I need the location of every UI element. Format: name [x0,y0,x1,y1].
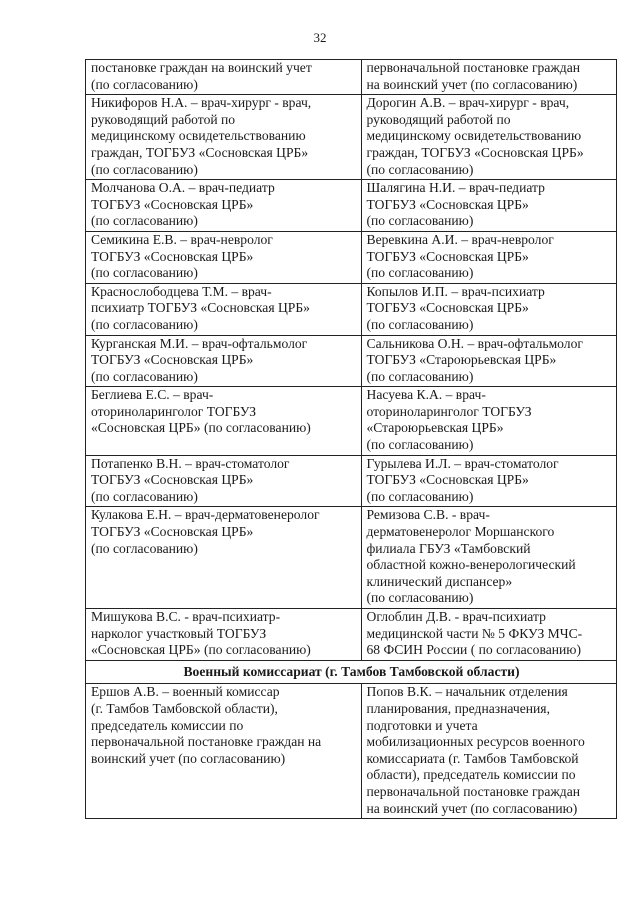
member-text-line: (по согласованию) [91,488,198,504]
member-text-line: ТОГБУЗ «Сосновская ЦРБ» [366,300,529,316]
member-text-line: (по согласованию) [366,488,474,504]
member-text-line: (по согласованию) [366,437,474,453]
table-row [86,387,617,455]
member-text-line: (по согласованию) [366,368,474,384]
deputy-member-cell [361,95,617,180]
member-text-line: (по согласованию) [366,161,474,177]
member-text-line: (по согласованию) [91,161,198,177]
member-text-line: Потапенко В.Н. – врач-стоматолог [91,455,290,471]
main-member-cell [86,180,362,232]
member-text-line: филиала ГБУЗ «Тамбовский [366,540,531,556]
member-text-line: Краснослободцева Т.М. – врач- [91,283,272,299]
member-text-line: «Староюрьевская ЦРБ» [366,420,504,436]
member-text-line: Шалягина Н.И. – врач-педиатр [366,180,545,196]
member-text-line: медицинскому освидетельствованию [366,128,582,144]
member-text-line: Кулакова Е.Н. – врач-дерматовенеролог [91,507,320,523]
commission-table [85,59,617,819]
member-text-line: психиатр ТОГБУЗ «Сосновская ЦРБ» [91,300,310,316]
member-text-line: ТОГБУЗ «Сосновская ЦРБ» [91,352,254,368]
table-row [86,231,617,283]
deputy-member-cell [361,684,617,819]
member-text-line: Веревкина А.И. – врач-невролог [366,231,554,247]
section-header-row [86,660,617,684]
main-member-cell [86,60,362,95]
member-text-line: (по согласованию) [91,265,198,281]
member-text-line: председатель комиссии по [91,717,244,733]
member-text-line: на воинский учет (по согласованию) [366,76,578,92]
member-text-line: Семикина Е.В. – врач-невролог [91,231,273,247]
member-text-line: на воинский учет (по согласованию) [366,800,578,816]
main-member-cell [86,335,362,387]
member-text-line: Гурылева И.Л. – врач-стоматолог [366,455,559,471]
table-row [86,95,617,180]
member-text-line: (по согласованию) [91,540,198,556]
member-text-line: воинский учет (по согласованию) [91,750,286,766]
table-row [86,609,617,661]
member-text-line: постановке граждан на воинский учет [91,60,312,75]
main-member-cell [86,684,362,819]
member-text-line: руководящий работой по [91,111,236,127]
main-member-cell [86,609,362,661]
table-row [86,283,617,335]
member-text-line: планирования, предназначения, [366,700,550,716]
main-member-cell [86,231,362,283]
deputy-member-cell [361,231,617,283]
member-text-line: ТОГБУЗ «Сосновская ЦРБ» [91,196,254,212]
member-text-line: Дорогин А.В. – врач-хирург - врач, [366,95,570,111]
deputy-member-cell [361,335,617,387]
member-text-line: оториноларинголог ТОГБУЗ [366,403,532,419]
main-member-cell [86,507,362,609]
member-text-line: (по согласованию) [366,590,474,606]
deputy-member-cell [361,283,617,335]
member-text-line: Оглоблин Д.В. - врач-психиатр [366,609,546,624]
member-text-line: (по согласованию) [91,316,198,332]
member-text-line: граждан, ТОГБУЗ «Сосновская ЦРБ» [91,144,309,160]
member-text-line: дерматовенеролог Моршанского [366,524,555,540]
section-header-body [86,660,617,684]
main-member-cell [86,283,362,335]
table-row [86,684,617,819]
table-row [86,335,617,387]
member-text-line: ТОГБУЗ «Сосновская ЦРБ» [366,248,529,264]
main-member-cell [86,387,362,455]
member-text-line: Курганская М.И. – врач-офтальмолог [91,335,308,351]
deputy-member-cell [361,507,617,609]
member-text-line: Беглиева Е.С. – врач- [91,387,214,403]
table-row [86,60,617,95]
deputy-member-cell [361,60,617,95]
commission-table-body [86,60,617,661]
table-row [86,180,617,232]
deputy-member-cell [361,180,617,232]
member-text-line: Молчанова О.А. – врач-педиатр [91,180,275,196]
member-text-line: комиссариата (г. Тамбов Тамбовской [366,750,579,766]
deputy-member-cell [361,387,617,455]
member-text-line: ТОГБУЗ «Сосновская ЦРБ» [91,248,254,264]
member-text-line: Попов В.К. – начальник отделения [366,684,568,700]
member-text-line: «Сосновская ЦРБ» (по согласованию) [91,420,311,436]
member-text-line: Ремизова С.В. - врач- [366,507,490,523]
member-text-line: ТОГБУЗ «Сосновская ЦРБ» [366,472,529,488]
deputy-member-cell [361,609,617,661]
member-text-line: первоначальной постановке граждан [366,60,581,75]
member-text-line: оториноларинголог ТОГБУЗ [91,403,257,419]
member-text-line: ТОГБУЗ «Сосновская ЦРБ» [91,472,254,488]
main-member-cell [86,95,362,180]
member-text-line: ТОГБУЗ «Староюрьевская ЦРБ» [366,352,557,368]
member-text-line: медицинскому освидетельствованию [91,128,306,144]
member-text-line: подготовки и учета [366,717,478,733]
table-row [86,507,617,609]
member-text-line: (по согласованию) [91,368,198,384]
member-text-line: ТОГБУЗ «Сосновская ЦРБ» [366,196,529,212]
member-text-line: Копылов И.П. – врач-психиатр [366,283,545,299]
main-member-cell [86,455,362,507]
member-text-line: «Сосновская ЦРБ» (по согласованию) [91,642,311,658]
member-text-line: области), председатель комиссии по [366,767,576,783]
member-text-line: (по согласованию) [366,213,474,229]
member-text-line: (по согласованию) [366,316,474,332]
member-text-line: (по согласованию) [91,76,198,92]
member-text-line: ТОГБУЗ «Сосновская ЦРБ» [91,524,254,540]
section-table-body [86,684,617,819]
page-number: 32 [313,30,327,45]
member-text-line: клинический диспансер» [366,573,513,589]
member-text-line: (по согласованию) [366,265,474,281]
member-text-line: (по согласованию) [91,213,198,229]
member-text-line: мобилизационных ресурсов военного [366,734,585,750]
member-text-line: нарколог участковый ТОГБУЗ [91,625,267,641]
member-text-line: Мишукова В.С. - врач-психиатр- [91,609,281,624]
member-text-line: медицинской части № 5 ФКУЗ МЧС- [366,625,583,641]
member-text-line: областной кожно-венерологический [366,557,576,573]
member-text-line: первоначальной постановке граждан [366,783,581,799]
table-row [86,455,617,507]
member-text-line: 68 ФСИН России ( по согласованию) [366,642,581,658]
member-text-line: (г. Тамбов Тамбовской области), [91,700,278,716]
deputy-member-cell [361,455,617,507]
section-title: Военный комиссариат (г. Тамбов Тамбовской области) [86,660,617,684]
member-text-line: Ершов А.В. – военный комиссар [91,684,280,700]
member-text-line: руководящий работой по [366,111,511,127]
member-text-line: граждан, ТОГБУЗ «Сосновская ЦРБ» [366,144,584,160]
member-text-line: Насуева К.А. – врач- [366,387,486,403]
member-text-line: Никифоров Н.А. – врач-хирург - врач, [91,95,312,111]
member-text-line: Сальникова О.Н. – врач-офтальмолог [366,335,583,351]
member-text-line: первоначальной постановке граждан на [91,734,322,750]
